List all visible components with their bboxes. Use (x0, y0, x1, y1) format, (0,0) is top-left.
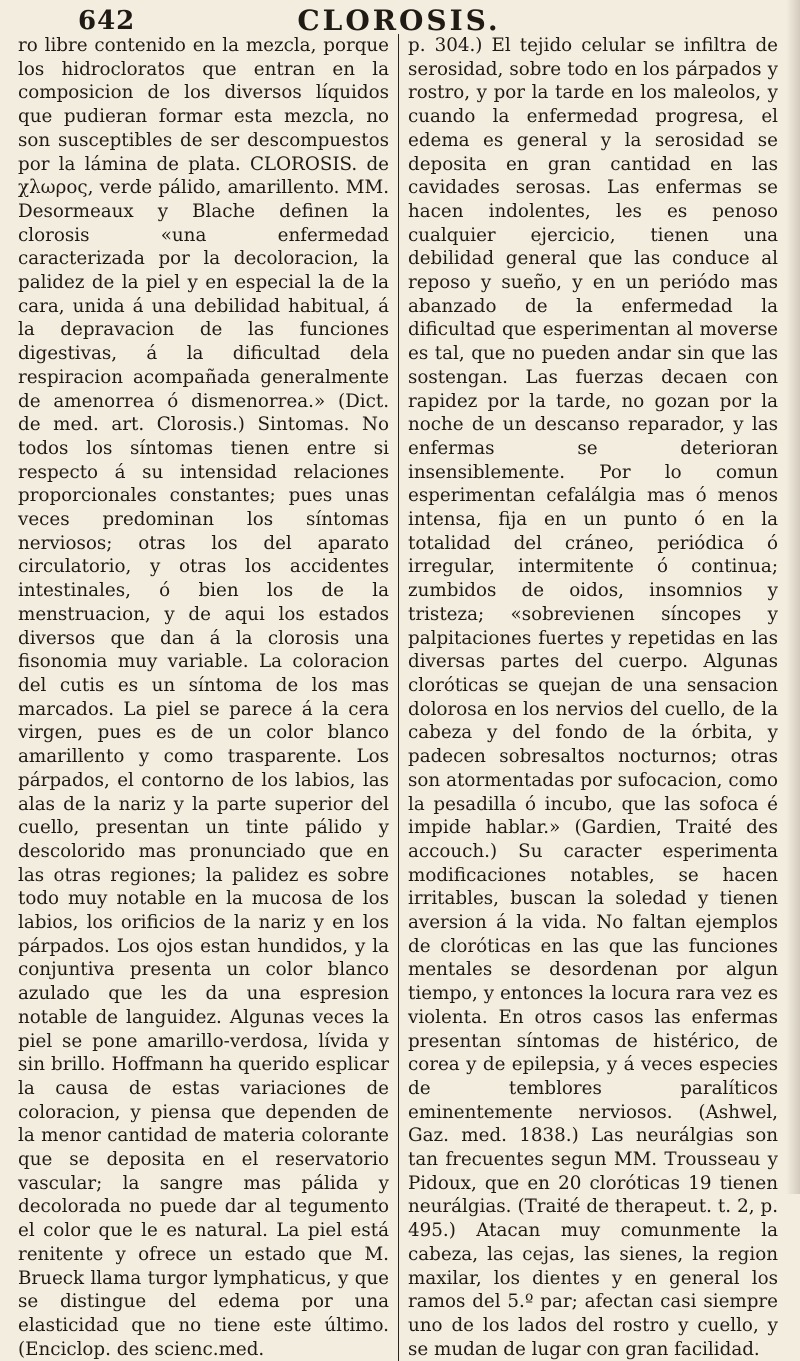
text-columns (18, 34, 780, 1361)
running-head: CLOROSIS. (297, 4, 501, 37)
right-column-text: p. 304.) El tejido celular se infiltra de serosidad, sobre todo en los párpados y rostro, y por la tarde en los maleolos, y cuando la enfermedad progresa, el edema es general y la serosidad se deposita en gran cantidad en las cavidades serosas. Las enfermas se hacen indolentes, les es penoso cualquier ejercicio, tienen una debilidad general que las conduce al reposo y sueño, y en un periódo mas abanzado de la enfermedad la dificultad que esperimentan al moverse es tal, que no pueden andar sin que las sostengan. Las fuerzas decaen con rapidez por la tarde, no gozan por la noche de un descanso reparador, y las enfermas se deterioran insensiblemente. Por lo comun esperimentan cefalálgia mas ó menos intensa, fija en un punto ó en la totalidad del cráneo, periódica ó irregular, intermitente ó continua; zumbidos de oidos, insomnios y tristeza; «sobrevienen síncopes y palpitaciones fuertes y repetidas en las diversas partes del cuerpo. Algunas cloróticas se quejan de una sensacion dolorosa en los nervios del cuello, de la cabeza y del fondo de la órbita, y padecen sobresaltos nocturnos; otras son atormentadas por sufocacion, como la pesadilla ó incubo, que las sofoca é impide hablar.» (Gardien, Traité des accouch.) Su caracter esperimenta modificaciones notables, se hacen irritables, buscan la soledad y tienen aversion á la vida. No faltan ejemplos de cloróticas en las que las funciones mentales se desordenan por algun tiempo, y entonces la locura rara vez es violenta. En otros casos las enfermas presentan síntomas de histérico, de corea y de epilepsia, y á veces especies de temblores paralíticos eminentemente nerviosos. (Ashwel, Gaz. med. 1838.) Las neurálgias son tan frecuentes segun MM. Trousseau y Pidoux, que en 20 cloróticas 19 tienen neurálgias. (Traité de therapeut. t. 2, p. 495.) Atacan muy comunmente la cabeza, las cejas, las sienes, la region maxilar, los dientes y en general los ramos del 5.º par; afectan casi siempre uno de los lados del rostro y cuello, y se mudan de lugar con gran facilidad. (408, 35, 778, 1360)
page-edge-shadow (786, 0, 800, 1194)
left-column-text: ro libre contenido en la mezcla, porque los hidrocloratos que entran en la composicion de los diversos líquidos que pudieran formar esta mezcla, no son susceptibles de ser descompuestos por la lámina de plata. CLOROSIS. de χλωρος, verde pálido, amarillento. MM. Desormeaux y Blache definen la clorosis «una enfermedad caracterizada por la decoloracion, la palidez de la piel y en especial la de la cara, unida á una debilidad habitual, á la depravacion de las funciones digestivas, á la dificultad dela respiracion acompañada generalmente de amenorrea ó dismenorrea.» (Dict. de med. art. Clorosis.) Sintomas. No todos los síntomas tienen entre si respecto á su intensidad relaciones proporcionales constantes; pues unas veces predominan los síntomas nerviosos; otras los del aparato circulatorio, y otras los accidentes intestinales, ó bien los de la menstruacion, y de aqui los estados diversos que dan á la clorosis una fisonomia muy variable. La coloracion del cutis es un síntoma de los mas marcados. La piel se parece á la cera virgen, pues es de un color blanco amarillento y como trasparente. Los párpados, el contorno de los labios, las alas de la nariz y la parte superior del cuello, presentan un tinte pálido y descolorido mas pronunciado que en las otras regiones; la palidez es sobre todo muy notable en la mucosa de los labios, los orificios de la nariz y en los párpados. Los ojos estan hundidos, y la conjuntiva presenta un color blanco azulado que les da una espresion notable de languidez. Algunas veces la piel se pone amarillo-verdosa, lívida y sin brillo. Hoffmann ha querido esplicar la causa de estas variaciones de coloracion, y piensa que dependen de la menor cantidad de materia colorante que se deposita en el reservatorio vascular; la sangre mas pálida y decolorada no puede dar al tegumento el color que le es natural. La piel está renitente y ofrece un estado que M. Brueck llama turgor lymphaticus, y que se distingue del edema por una elasticidad que no tiene este último. (Enciclop. des scienc.med. (18, 35, 389, 1360)
page-number: 642 (78, 6, 136, 36)
right-column (398, 34, 778, 1361)
page-header (18, 0, 780, 37)
left-column (18, 34, 398, 1361)
